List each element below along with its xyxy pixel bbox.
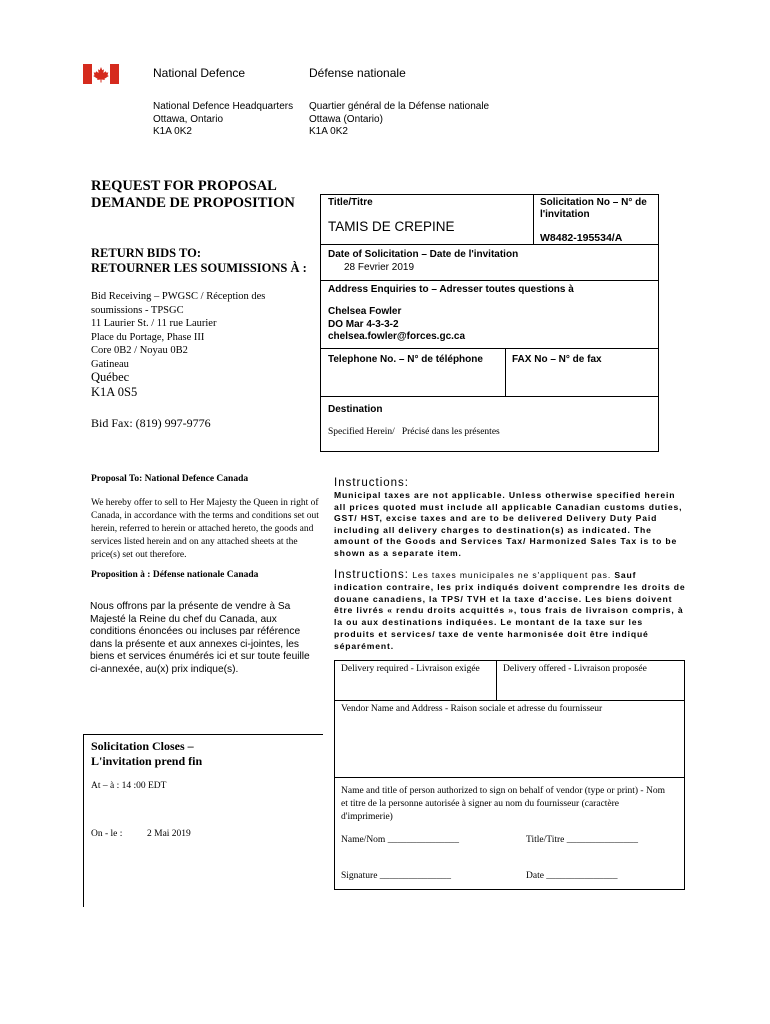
proposal-to-fr: Proposition à : Défense nationale Canada (91, 570, 259, 580)
title-value: TAMIS DE CREPINE (328, 219, 455, 234)
contact-info: Chelsea Fowler DO Mar 4-3-3-2 chelsea.fowler@forces.gc.ca (328, 306, 466, 342)
instructions-body-fr: Sauf indication contraire, les prix indiqués doivent comprendre les droits de douane canadiens, la TPS/ TVH et la taxe d'accise. Les biens doivent être livrés « rendu droits acquittés », tous frais de livraison compris, à la ou aux destinations indiquées. Le montant de la taxe sur les produits et services/ taxe de vente harmonisée doit être indiqué séparément. (334, 570, 686, 651)
return-bids-heading: RETURN BIDS TO: RETOURNER LES SOUMISSIONS À : (91, 246, 307, 275)
offer-text-en: We hereby offer to sell to Her Majesty the Queen in right of Canada, in accordance with the terms and conditions set out herein, referred to herein or attached hereto, the goods and services listed herein and on any attached sheets at the price(s) set out therefore. (91, 498, 319, 560)
bid-receiving-address: Bid Receiving – PWGSC / Réception des soumissions - TPSGC 11 Laurier St. / 11 rue Laurier Place du Portage, Phase III Core 0B2 / Noyau 0B2 Gatineau (91, 291, 266, 370)
title-field[interactable]: Title/Titre _______________ (526, 835, 638, 845)
closing-date-label: On - le : (91, 829, 123, 839)
closing-time: At – à : 14 :00 EDT (91, 781, 167, 791)
instructions-body-en: Municipal taxes are not applicable. Unless otherwise specified herein all prices quoted must include all applicable Canadian customs duties, GST/ HST, excise taxes and are to be delivered Delivery Duty Paid including all delivery charges to destination(s) as indicated. The amount of the Goods and Services Tax/ Harmonized Sales Tax is to be shown as a separate item. (334, 490, 683, 558)
delivery-required-label: Delivery required - Livraison exigée (341, 664, 480, 674)
vendor-name-address-label: Vendor Name and Address - Raison sociale et adresse du fournisseur (341, 704, 603, 714)
solicitation-date-label: Date of Solicitation – Date de l'invitation (328, 249, 519, 260)
telephone-label: Telephone No. – N° de téléphone (328, 354, 483, 365)
closing-date-value: 2 Mai 2019 (147, 829, 191, 839)
solicitation-date-value: 28 Fevrier 2019 (344, 262, 415, 273)
solicitation-number-value: W8482-195534/A (540, 232, 623, 244)
delivery-offered-label: Delivery offered - Livraison proposée (503, 664, 647, 674)
name-field[interactable]: Name/Nom _______________ (341, 835, 459, 845)
authorized-person-label: Name and title of person authorized to sign on behalf of vendor (type or print) - Nom et titre de la personne autorisée à signer au nom du fournisseur (caractère d'imprimerie) (341, 786, 665, 822)
destination-value: Specified Herein/ Précisé dans les présentes (328, 427, 500, 437)
date-field[interactable]: Date _______________ (526, 871, 618, 881)
instructions-heading-fr: Instructions: (334, 569, 409, 581)
hq-address-en: National Defence Headquarters Ottawa, Ontario K1A 0K2 (153, 101, 294, 137)
document-title: REQUEST FOR PROPOSAL DEMANDE DE PROPOSITION (91, 178, 295, 211)
dept-name-fr: Défense nationale (309, 66, 406, 80)
bid-fax: Bid Fax: (819) 997-9776 (91, 416, 211, 430)
bid-city-postal: Québec K1A 0S5 (91, 370, 138, 399)
solicitation-number-label: Solicitation No – N° de l'invitation (540, 197, 647, 220)
offer-text-fr: Nous offrons par la présente de vendre à Sa Majesté la Reine du chef du Canada, aux conditions énoncées ou incluses par référence dans la présente et aux annexes ci-jointes, les biens et services énumérés ici et sur toute feuille ci-annexée, au(x) prix indique(s). (90, 601, 310, 675)
signature-field[interactable]: Signature _______________ (341, 871, 452, 881)
fax-label: FAX No – N° de fax (512, 354, 602, 365)
hq-address-fr: Quartier général de la Défense nationale Ottawa (Ontario) K1A 0K2 (309, 101, 490, 137)
instructions-heading-en: Instructions: (334, 477, 409, 489)
proposal-to-en: Proposal To: National Defence Canada (91, 474, 249, 484)
solicitation-closes-title: Solicitation Closes – L'invitation prend fin (91, 739, 203, 768)
dept-name-en: National Defence (153, 66, 246, 80)
instructions-block-fr (334, 570, 686, 653)
enquiries-label: Address Enquiries to – Adresser toutes questions à (328, 284, 574, 295)
canada-flag-icon (83, 64, 119, 84)
destination-label: Destination (328, 404, 383, 415)
instructions-lead-fr: Les taxes municipales ne s'appliquent pas. (412, 570, 612, 580)
title-label: Title/Titre (328, 197, 373, 208)
